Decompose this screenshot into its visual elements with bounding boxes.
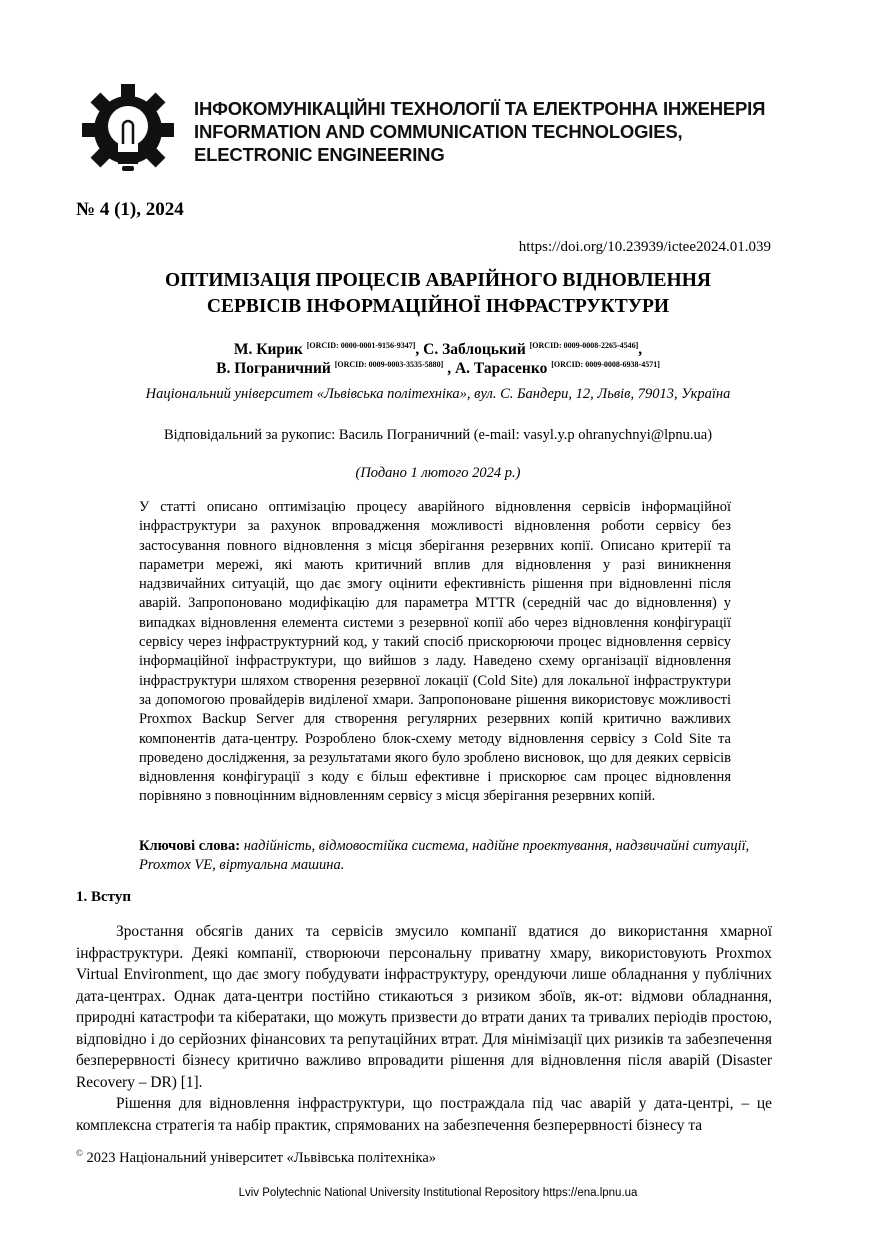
issue-number: № 4 (1), 2024 [76, 199, 184, 220]
keywords-text: надійність, відмовостійка система, надійне проектування, надзвичайні ситуації, Proxmox VE, віртуальна машина. [139, 838, 750, 874]
body-text [76, 921, 772, 1136]
copyright [76, 1148, 436, 1167]
copyright-text: 2023 Національний університет «Львівська політехніка» [82, 1149, 437, 1166]
abstract: У статті описано оптимізацію процесу аварійного відновлення сервісів інформаційної інфраструктури за рахунок впровадження можливості відновлення роботи сервісу без застосування повного відновлення з місця зберігання резервних копії. Описано критерії та параметри мережі, які мають критичний вплив для відновлення у разі виникнення надзвичайних ситуацій, що дає змогу оцінити ефективність рішення при відновленні після аварій. Запропоновано модифікацію для параметра MTTR (середній час до відновлення) у випадках відновлення елемента системи з резервної копії або через відновлення конфігурації сервісу через інфраструктурний код, у такий спосіб прискорюючи процес відновлення сервісу інформаційної інфраструктури, що вийшов з ладу. Наведено схему організації відновлення інфраструктури шляхом створення резервної локації (Cold Site) для локальної інфраструктури за допомогою провайдерів виділеної хмари. Запропоноване рішення використовує можливості Proxmox Backup Server для створення регулярних резервних копій критично важливих компонентів дата-центру. Розроблено блок-схему методу відновлення сервісу з Cold Site та проведено дослідження, за результатами якого було зроблено висновок, що для деяких сервісів відновлення конфігурації з коду є більш ефективне і прискорює сам процес відновлення порівняно з повноцінним відновленням сервісу з місця зберігання резервних копій. [139, 499, 731, 805]
author-orcid[interactable]: [ORCID: 0009-0008-6938-4571] [551, 360, 660, 369]
author-list [60, 340, 816, 378]
copyright-symbol: © [76, 1148, 83, 1158]
journal-title-en-1: INFORMATION AND COMMUNICATION TECHNOLOGIES, [194, 121, 683, 142]
author-name: А. Тарасенко [454, 360, 552, 377]
paper-title [60, 268, 816, 320]
paper-title-line-2: СЕРВІСІВ ІНФОРМАЦІЙНОЇ ІНФРАСТРУКТУРИ [206, 296, 670, 317]
gear-lightbulb-icon [82, 82, 174, 182]
author-name: С. Заблоцький [423, 341, 530, 358]
paragraph: Зростання обсягів даних та сервісів змусило компанії вдатися до використання хмарної інфраструктури. Деякі компанії, створюючи персональну приватну хмару, використовують Proxmox Virtual Environment, що дає змогу побудувати інфраструктуру, орендуючи лише обладнання у публічних дата-центрах. Однак дата-центри постійно стикаються з ризиком збоїв, як-от: відмови обладнання, природні катастрофи та кібератаки, що можуть призвести до втрати даних та тривалих періодів простою, відповідно і до серйозних фінансових та репутаційних втрат. Для мінімізації цих ризиків та забезпечення безперервності бізнесу критично важливо впровадити рішення для відновлення після аварій (Disaster Recovery – DR) [1]. [76, 923, 772, 1091]
author-separator: , [443, 360, 455, 377]
author-orcid[interactable]: [ORCID: 0009-0008-2265-4546] [529, 341, 639, 350]
journal-title [194, 97, 765, 166]
repository-footer: Lviv Polytechnic National University Institutional Repository https://ena.lpnu.ua [238, 1187, 638, 1199]
journal-title-ua: ІНФОКОМУНІКАЦІЙНІ ТЕХНОЛОГІЇ ТА ЕЛЕКТРОННА ІНЖЕНЕРІЯ [194, 98, 766, 119]
affiliation: Національний університет «Львівська політехніка», вул. С. Бандери, 12, Львів, 79013, Україна [145, 386, 731, 402]
keywords-label: Ключові слова: [139, 838, 241, 854]
author-separator: , [638, 341, 643, 358]
author-name: М. Кирик [233, 341, 307, 358]
journal-title-en-2: ELECTRONIC ENGINEERING [194, 144, 445, 165]
submission-date: (Подано 1 лютого 2024 р.) [355, 465, 521, 481]
corresponding-author: Відповідальний за рукопис: Василь Пограничний (e-mail: vasyl.y.p ohranychnyi@lpnu.ua) [163, 427, 713, 443]
author-line-2 [60, 359, 816, 378]
paper-title-line-1: ОПТИМІЗАЦІЯ ПРОЦЕСІВ АВАРІЙНОГО ВІДНОВЛЕННЯ [165, 270, 711, 291]
keywords [139, 837, 761, 876]
doi-link[interactable]: https://doi.org/10.23939/ictee2024.01.039 [518, 239, 771, 255]
section-heading: 1. Вступ [76, 889, 131, 905]
author-line-1 [60, 340, 816, 359]
author-name: В. Пограничний [216, 360, 335, 377]
author-separator: , [415, 341, 424, 358]
paragraph: Рішення для відновлення інфраструктури, що постраждала під час аварій у дата-центрі, – це комплексна стратегія та набір практик, спрямованих на забезпечення безперервності бізнесу та [76, 1095, 772, 1134]
author-orcid[interactable]: [ORCID: 0000-0001-9156-9347] [306, 341, 416, 350]
author-orcid[interactable]: [ORCID: 0009-0003-3535-5880] [334, 360, 444, 369]
